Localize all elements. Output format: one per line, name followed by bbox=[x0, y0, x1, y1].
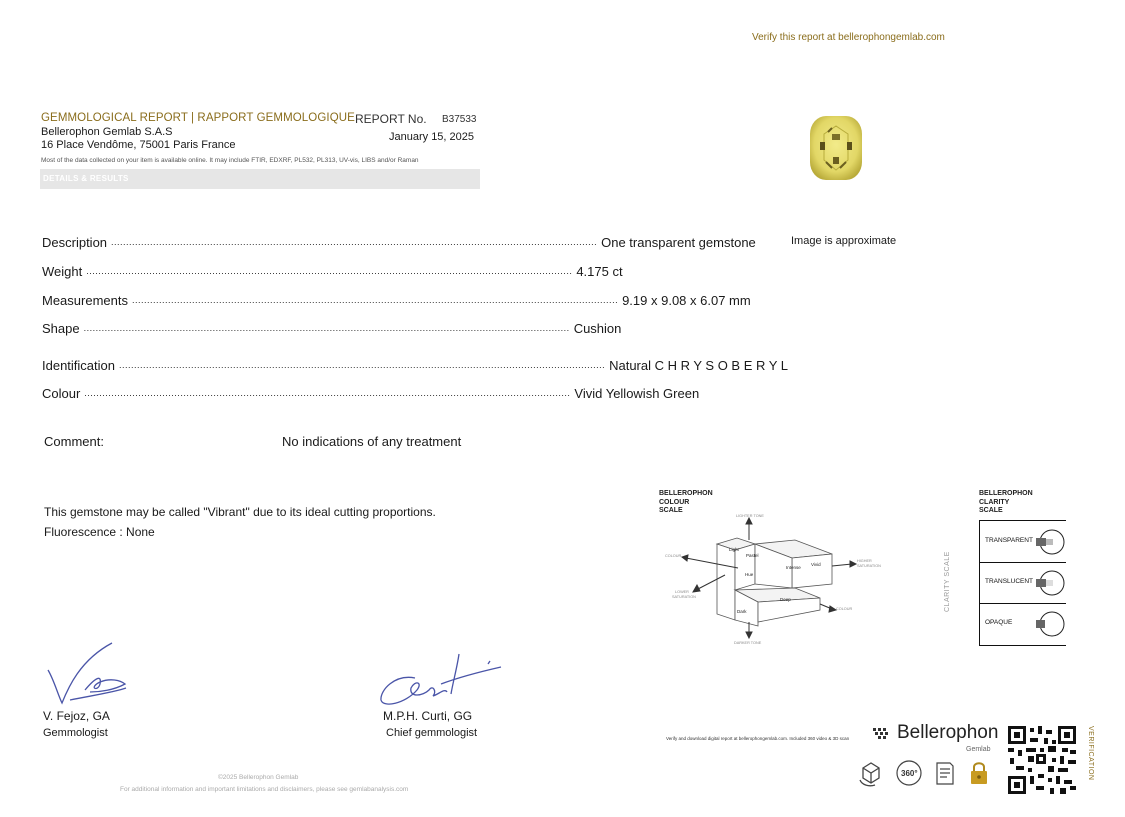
shape-label: Shape bbox=[42, 321, 80, 336]
colour-label: Colour bbox=[42, 386, 81, 401]
shape-row bbox=[42, 318, 622, 336]
swatch-vivid: Vivid bbox=[811, 562, 821, 567]
clarity-level-label: OPAQUE bbox=[985, 619, 1013, 626]
lab-address: 16 Place Vendôme, 75001 Paris France bbox=[41, 139, 236, 151]
clarity-level-label: TRANSLUCENT bbox=[985, 578, 1034, 585]
analysis-fineprint: Most of the data collected on your item is available online. It may include FTIR, EDXRF, PL532, PL313, UV-vis, LIBS and/or Raman bbox=[41, 157, 419, 164]
measurements-row bbox=[42, 290, 751, 308]
leader-dots: .................................................................................................................................................................. bbox=[86, 266, 573, 276]
colour-scale-title-line: BELLEROPHON bbox=[659, 490, 713, 497]
brand-name: Bellerophon bbox=[897, 722, 999, 743]
comment-value: No indications of any treatment bbox=[282, 434, 462, 449]
clarity-level-label: TRANSPARENT bbox=[985, 537, 1033, 544]
lab-name: Bellerophon Gemlab S.A.S bbox=[41, 126, 173, 138]
swatch-dark: Dark bbox=[737, 609, 747, 614]
report-document-icon bbox=[937, 763, 953, 784]
label-higher-saturation: HIGHER bbox=[857, 559, 872, 563]
measurements-label: Measurements bbox=[42, 293, 128, 308]
clarity-level bbox=[980, 562, 1066, 604]
verification-qr-code[interactable] bbox=[1008, 726, 1076, 794]
signer-2-role: Chief gemmologist bbox=[386, 727, 478, 739]
identification-value: Natural C H R Y S O B E R Y L bbox=[609, 358, 789, 373]
report-number: B37533 bbox=[442, 114, 477, 125]
swatch-hue: Hue bbox=[745, 572, 754, 577]
description-row bbox=[42, 232, 756, 250]
identification-row bbox=[42, 355, 789, 373]
image-caption: Image is approximate bbox=[791, 235, 897, 247]
description-value: One transparent gemstone bbox=[601, 235, 756, 250]
copyright: ©2025 Bellerophon Gemlab bbox=[218, 774, 299, 781]
label-colour-left: COLOUR bbox=[665, 554, 682, 558]
brand-sub: Gemlab bbox=[966, 746, 991, 753]
colour-scale-diagram bbox=[660, 510, 895, 650]
weight-value: 4.175 ct bbox=[576, 264, 623, 279]
details-section-bar bbox=[40, 169, 480, 189]
swatch-intense: Intense bbox=[786, 565, 801, 570]
description-label: Description bbox=[42, 235, 108, 250]
colour-value: Vivid Yellowish Green bbox=[574, 386, 700, 401]
clarity-scale-title bbox=[979, 490, 1033, 516]
3d-scan-icon bbox=[860, 763, 879, 786]
leader-dots: .................................................................................................................................................................. bbox=[83, 323, 570, 333]
translucent-gem-icon bbox=[1034, 569, 1066, 597]
colour-row bbox=[42, 383, 700, 401]
clarity-scale-title-line: BELLEROPHON bbox=[979, 490, 1033, 497]
label-lower-saturation: LOWER bbox=[675, 590, 689, 594]
svg-text:360°: 360° bbox=[901, 769, 918, 778]
cutting-note: This gemstone may be called "Vibrant" due to its ideal cutting proportions. bbox=[44, 505, 436, 519]
colour-scale-title-line: SCALE bbox=[659, 507, 683, 514]
clarity-scale-table bbox=[979, 520, 1066, 646]
clarity-scale-title-line: SCALE bbox=[979, 507, 1003, 514]
clarity-axis-label: CLARITY SCALE bbox=[944, 551, 951, 612]
report-date: January 15, 2025 bbox=[389, 131, 475, 143]
download-note: Verify and download digital report at bellerophongemlab.com. Included 360 video & 3D scan bbox=[666, 736, 850, 741]
signature-curti bbox=[375, 650, 505, 710]
details-section-label: DETAILS & RESULTS bbox=[43, 174, 129, 183]
weight-row bbox=[42, 261, 623, 279]
opaque-gem-icon bbox=[1034, 610, 1066, 638]
bellerophon-logo-icon bbox=[871, 726, 893, 742]
leader-dots: .................................................................................................................................................................. bbox=[111, 237, 598, 247]
swatch-deep: Deep bbox=[780, 597, 791, 602]
label-colour-right: COLOUR bbox=[836, 607, 853, 611]
colour-scale-title-line: COLOUR bbox=[659, 498, 690, 506]
report-title: GEMMOLOGICAL REPORT | RAPPORT GEMMOLOGIQUE bbox=[41, 112, 355, 124]
clarity-level bbox=[980, 521, 1066, 563]
report-number-label: REPORT No. bbox=[355, 112, 427, 126]
shape-value: Cushion bbox=[573, 321, 622, 336]
360-video-icon bbox=[897, 761, 921, 785]
transparent-gem-icon bbox=[1034, 528, 1066, 556]
comment-label: Comment: bbox=[44, 434, 104, 449]
signer-1-role: Gemmologist bbox=[43, 727, 108, 739]
clarity-scale-title-line: CLARITY bbox=[979, 498, 1010, 506]
weight-label: Weight bbox=[42, 264, 83, 279]
identification-label: Identification bbox=[42, 358, 115, 373]
verify-link[interactable]: Verify this report at bellerophongemlab.com bbox=[752, 32, 945, 43]
fluorescence-note: Fluorescence : None bbox=[44, 525, 155, 539]
leader-dots: .................................................................................................................................................................. bbox=[131, 295, 619, 305]
signature-fejoz bbox=[40, 640, 140, 705]
swatch-light: Light bbox=[729, 547, 739, 552]
label-lighter-tone: LIGHTER TONE bbox=[736, 514, 764, 518]
swatch-pastel: Pastel bbox=[746, 553, 759, 558]
verification-label: VERIFICATION bbox=[1087, 726, 1094, 781]
label-darker-tone: DARKER TONE bbox=[734, 641, 762, 645]
leader-dots: .................................................................................................................................................................. bbox=[119, 360, 606, 370]
signer-1-name: V. Fejoz, GA bbox=[43, 709, 110, 723]
signer-2-name: M.P.H. Curti, GG bbox=[383, 709, 473, 723]
gemstone-image bbox=[806, 112, 866, 184]
label-lower-saturation: SATURATION bbox=[672, 595, 696, 599]
lock-icon bbox=[971, 763, 987, 784]
feature-icons bbox=[857, 758, 993, 788]
leader-dots: .................................................................................................................................................................. bbox=[84, 388, 571, 398]
clarity-level bbox=[980, 603, 1066, 644]
measurements-value: 9.19 x 9.08 x 6.07 mm bbox=[622, 293, 751, 308]
disclaimer: For additional information and important limitations and disclaimers, please see gemlabanalysis.com bbox=[120, 786, 409, 793]
label-higher-saturation: SATURATION bbox=[857, 564, 881, 568]
